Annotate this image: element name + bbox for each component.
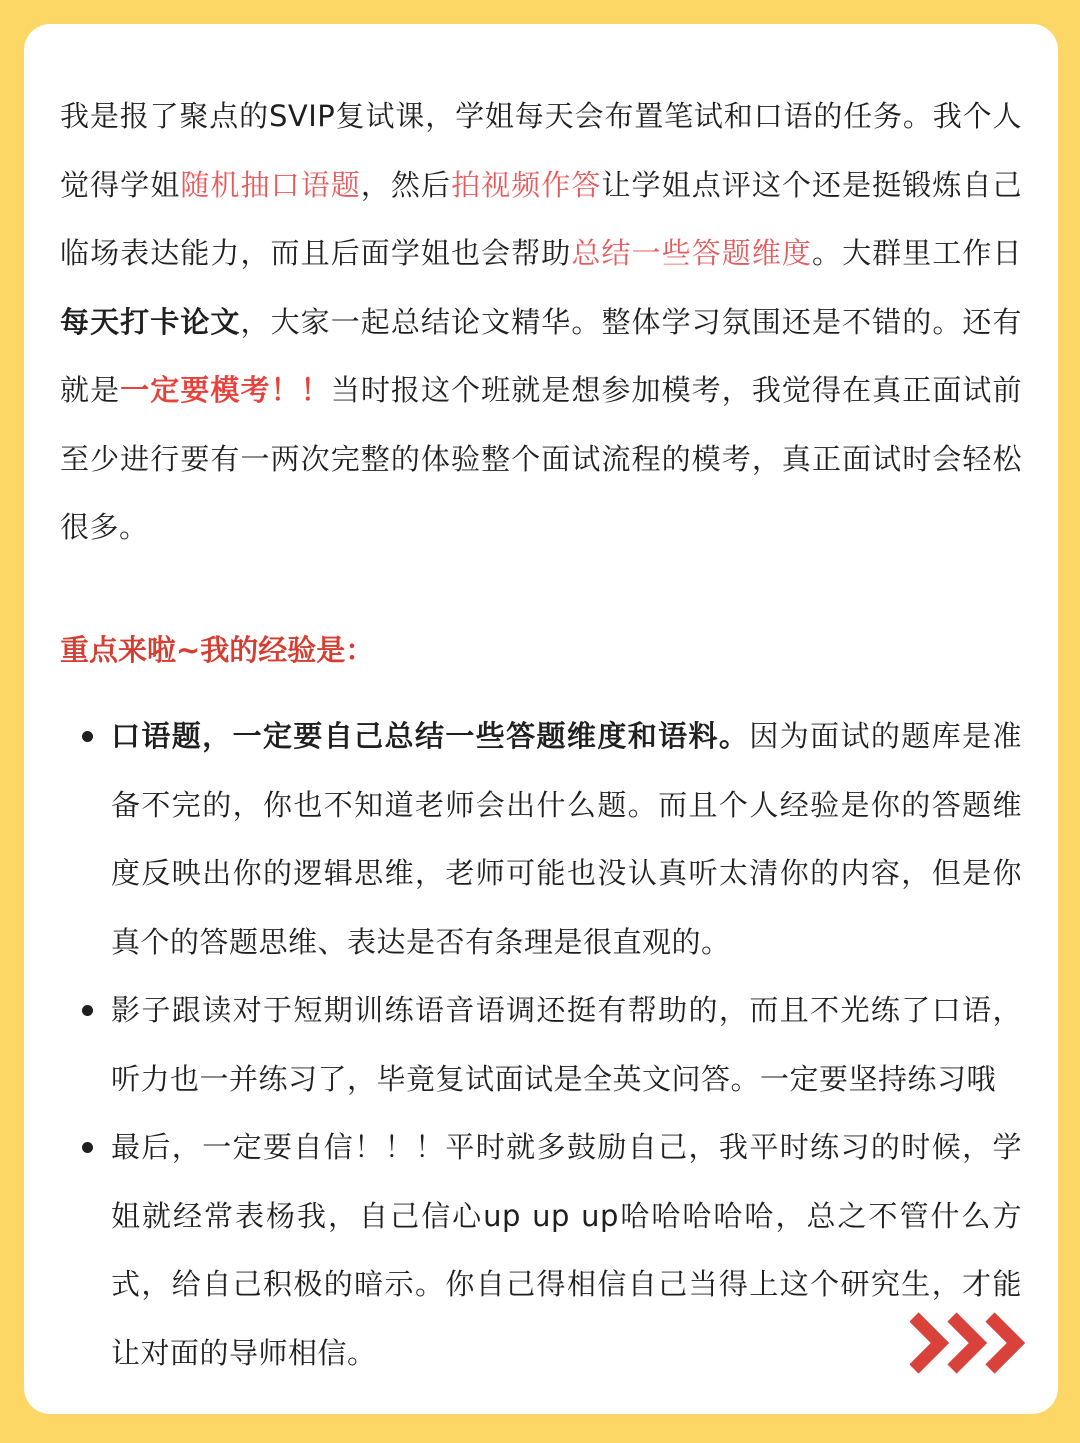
content-card bbox=[24, 24, 1058, 1414]
intro-text-5: ，大家一起总结论文精华。整体学习氛围还是不错的。还有就是 bbox=[60, 304, 1022, 407]
highlight-random-oral-question: 随机抽口语题 bbox=[180, 167, 361, 202]
highlight-video-answer: 拍视频作答 bbox=[451, 167, 602, 202]
intro-text-4: 。大群里工作日 bbox=[812, 236, 1022, 270]
intro-text-1: 我是报了聚点的SVIP复试课，学姐每天会布置笔试和口语的任务。我个人觉得学姐 bbox=[60, 99, 1022, 202]
bullet-1-bold: 口语题，一定要自己总结一些答题维度和语料。 bbox=[111, 719, 750, 753]
list-item bbox=[60, 702, 1022, 976]
bullet-2-text: 影子跟读对于短期训练语音语调还挺有帮助的，而且不光练了口语，听力也一并练习了，毕竟复试面试是全英文问答。一定要坚持练习哦 bbox=[111, 993, 1022, 1096]
bullet-3-text: 最后，一定要自信！！！平时就多鼓励自己，我平时练习的时候，学姐就经常表杨我，自己信心up up up哈哈哈哈哈，总之不管什么方式，给自己积极的暗示。你自己得相信自己当得上这个研究生，才能让对面的导师相信。 bbox=[111, 1130, 1022, 1370]
intro-text-6: 当时报这个班就是想参加模考，我觉得在真正面试前至少进行要有一两次完整的体验整个面试流程的模考，真正面试时会轻松很多。 bbox=[60, 373, 1022, 544]
bullet-dot-icon bbox=[82, 731, 93, 742]
list-item bbox=[60, 1113, 1022, 1387]
highlight-mock-exam: 一定要模考！！ bbox=[120, 373, 331, 407]
bullet-dot-icon bbox=[82, 1142, 93, 1153]
list-item bbox=[60, 976, 1022, 1113]
bullet-1-text: 因为面试的题库是准备不完的，你也不知道老师会出什么题。而且个人经验是你的答题维度反映出你的逻辑思维，老师可能也没认真听太清你的内容，但是你真个的答题思维、表达是否有条理是很直观的。 bbox=[111, 719, 1022, 959]
section-title: 重点来啦~我的经验是： bbox=[60, 633, 375, 667]
triple-chevron-right-icon bbox=[910, 1312, 1030, 1374]
experience-list bbox=[60, 702, 1022, 1387]
intro-text-2: ，然后 bbox=[360, 167, 452, 202]
bold-daily-paper-checkin: 每天打卡论文 bbox=[60, 304, 241, 339]
intro-paragraph bbox=[60, 82, 1022, 562]
intro-text-3: 让学姐点评这个还是挺锻炼自己临场表达能力，而且后面学姐也会帮助 bbox=[60, 167, 1022, 270]
highlight-answer-dimensions: 总结一些答题维度 bbox=[571, 236, 812, 270]
bullet-dot-icon bbox=[82, 1005, 93, 1016]
